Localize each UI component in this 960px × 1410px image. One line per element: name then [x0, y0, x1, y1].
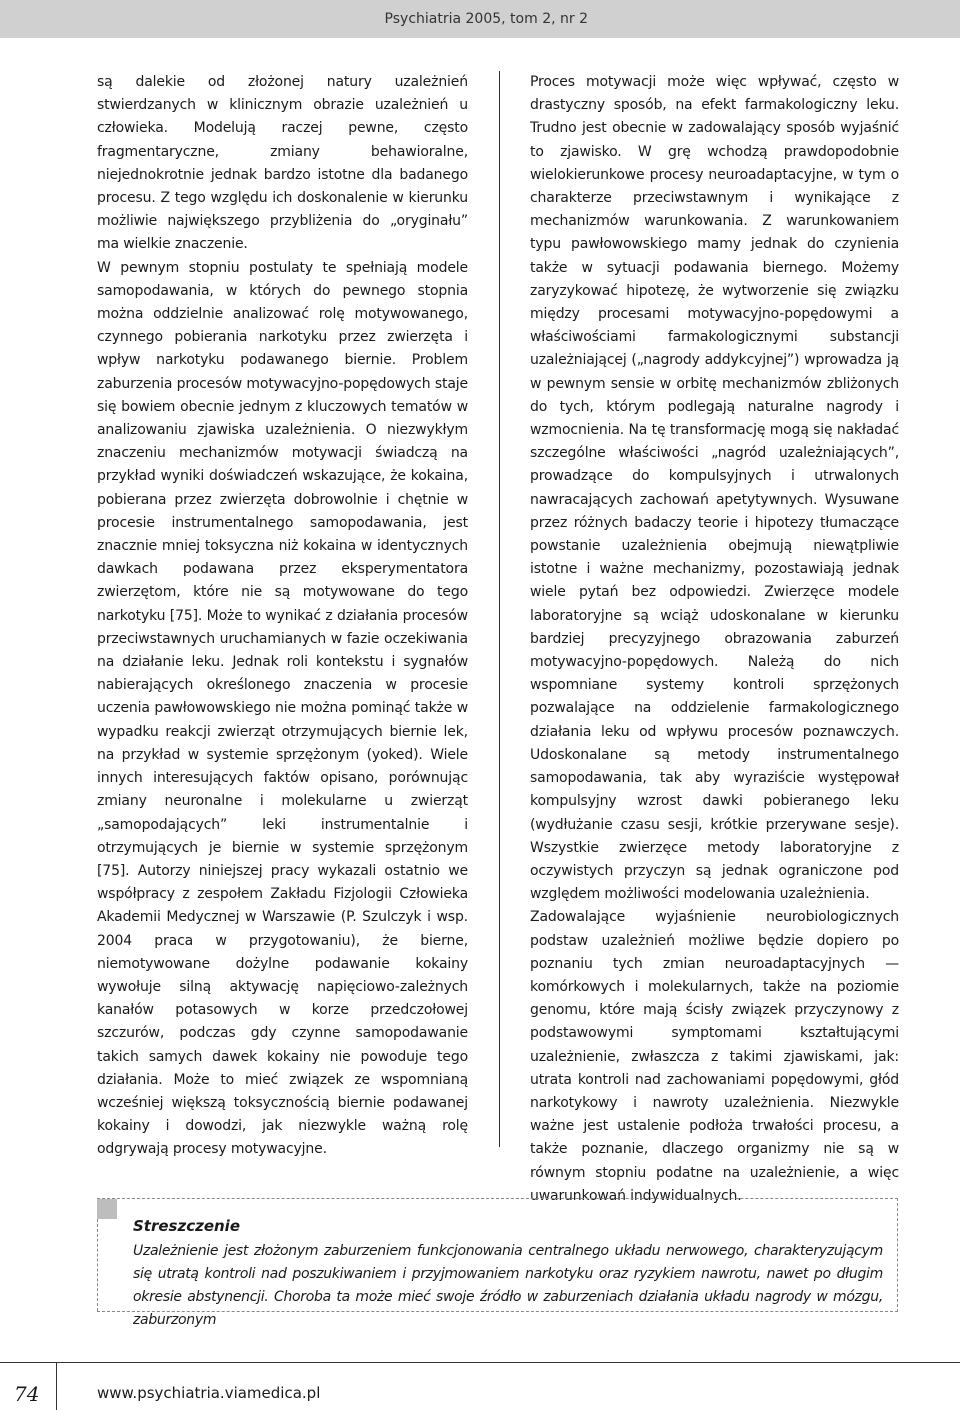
footer-divider	[56, 1362, 57, 1410]
paragraph: Proces motywacji może więc wpływać, często w drastyczny sposób, na efekt farmakologiczny leku. Trudno jest obecnie w zadowalający sposób wyjaśnić to zjawisko. W grę wchodzą prawdopodobnie wielokierunkowe procesy neuroadaptacyjne, w tym o charakterze przeciwstawnym i wynikające z mechanizmów warunkowania. Z warunkowaniem typu pawłowowskiego mamy jednak do czynienia także w sytuacji podawania biernego. Możemy zaryzykować hipotezę, że wytworzenie się związku między procesami motywacyjno-popędowymi a właściwościami farmakologicznymi substancji uzależniającej („nagrody addykcyjnej”) wprowadza ją w pewnym sensie w orbitę mechanizmów zbliżonych do tych, którym podlegają naturalne nagrody i wzmocnienia. Na tę transformację mogą się nakładać szczególne właściwości „nagród uzależniających”, prowadzące do kompulsyjnych i utrwalonych nawracających zachowań apetytywnych. Wysuwane przez różnych badaczy teorie i hipotezy tłumaczące powstanie uzależnienia obejmują niewątpliwie istotne i ważne mechanizmy, pozostawiają jednak wiele pytań bez odpowiedzi. Zwierzęce modele laboratoryjne są wciąż udoskonalane w kierunku bardziej precyzyjnego obrazowania zaburzeń motywacyjno-popędowych. Należą do nich wspomniane systemy kontroli sprzężonych pozwalające na oddzielenie farmakologicznego działania leku od wpływu procesów poznawczych. Udoskonalane są metody instrumentalnego samopodawania, tak aby wyraziście występował kompulsyjny wzrost dawki pobieranego leku (wydłużanie czasu sesji, krótkie przerywane sesje). Wszystkie zwierzęce metody laboratoryjne z oczywistych przyczyn są jednak ograniczone pod względem możliwości modelowania uzależnienia.	[530, 74, 899, 903]
abstract-box	[97, 1198, 898, 1328]
abstract-text: Uzależnienie jest złożonym zaburzeniem funkcjonowania centralnego układu nerwowego, charakteryzującym się utratą kontroli nad poszukiwaniem i przyjmowaniem narkotyku oraz ryzykiem nawrotu, nawet po długim okresie abstynencji. Choroba ta może mieć swoje źródło w zaburzeniach działania układu nagrody w mózgu, zaburzonym	[133, 1243, 883, 1328]
abstract-title: Streszczenie	[133, 1217, 240, 1235]
abstract-border	[97, 1219, 98, 1311]
footer-rule	[0, 1362, 960, 1363]
abstract-corner-square	[97, 1199, 117, 1219]
left-column	[97, 71, 468, 1162]
page-number: 74	[14, 1382, 40, 1406]
column-divider	[499, 71, 500, 1147]
paragraph: Zadowalające wyjaśnienie neurobiologicznych podstaw uzależnień możliwe będzie dopiero po poznaniu tych zmian neuroadaptacyjnych — komórkowych i molekularnych, także na poziomie genomu, które mają ścisły związek przyczynowy z podstawowymi symptomami kształtującymi uzależnienie, zwłaszcza z takimi zjawiskami, jak: utrata kontroli nad zachowaniami popędowymi, głód narkotykowy i nawroty uzależnienia. Niezwykle ważne jest ustalenie podłoża trwałości procesu, a także poznanie, dlaczego organizmy nie są w równym stopniu podatne na uzależnienie, a więc uwarunkowań indywidualnych.	[530, 909, 899, 1204]
running-header	[0, 0, 960, 38]
right-column	[530, 71, 899, 1208]
journal-citation: Psychiatria 2005, tom 2, nr 2	[384, 11, 588, 27]
footer-url: www.psychiatria.viamedica.pl	[97, 1384, 321, 1402]
paragraph: W pewnym stopniu postulaty te spełniają modele samopodawania, w których do pewnego stopnia można oddzielnie analizować rolę motywowanego, czynnego pobierania narkotyku przez zwierzęta i wpływ narkotyku podawanego biernie. Problem zaburzenia procesów motywacyjno-popędowych staje się bowiem obecnie jednym z kluczowych tematów w analizowaniu zjawiska uzależnienia. O niezwykłym znaczeniu mechanizmów motywacji świadczą na przykład wyniki doświadczeń wskazujące, że kokaina, pobierana przez zwierzęta dobrowolnie i chętnie w procesie instrumentalnego samopodawania, jest znacznie mniej toksyczna niż kokaina w identycznych dawkach podawana przez eksperymentatora zwierzętom, które nie są motywowane do tego narkotyku [75]. Może to wynikać z działania procesów przeciwstawnych uruchamianych w fazie oczekiwania na działanie leku. Jednak roli kontekstu i sygnałów nabierających określonego znaczenia w procesie uczenia pawłowowskiego nie można pominąć także w wypadku reakcji zwierząt otrzymujących biernie lek, na przykład w systemie sprzężonym (yoked). Wiele innych interesujących faktów opisano, porównując zmiany neuronalne i molekularne u zwierząt „samopodających” leki instrumentalnie i otrzymujących je biernie w systemie sprzężonym [75]. Autorzy niniejszej pracy wykazali ostatnio we współpracy z zespołem Zakładu Fizjologii Człowieka Akademii Medycznej w Warszawie (P. Szulczyk i wsp. 2004 praca w przygotowaniu), że bierne, niemotywowane dożylne podawanie kokainy wywołuje silną aktywację napięciowo-zależnych kanałów potasowych w korze przedczołowej szczurów, podczas gdy czynne samopodawanie takich samych dawek kokainy nie powoduje tego działania. Może to mieć związek ze wspomnianą wcześniej większą toksycznością biernie podawanej kokainy i dowodzi, jak niezwykle ważną rolę odgrywają procesy motywacyjne.	[97, 259, 468, 1158]
paragraph: są dalekie od złożonej natury uzależnień stwierdzanych w klinicznym obrazie uzależnień u człowieka. Modelują raczej pewne, często fragmentaryczne, zmiany behawioralne, niejednokrotnie jednak bardzo istotne dla badanego procesu. Z tego względu ich doskonalenie w kierunku możliwie największego przybliżenia do „oryginału” ma wielkie znaczenie.	[97, 74, 468, 253]
